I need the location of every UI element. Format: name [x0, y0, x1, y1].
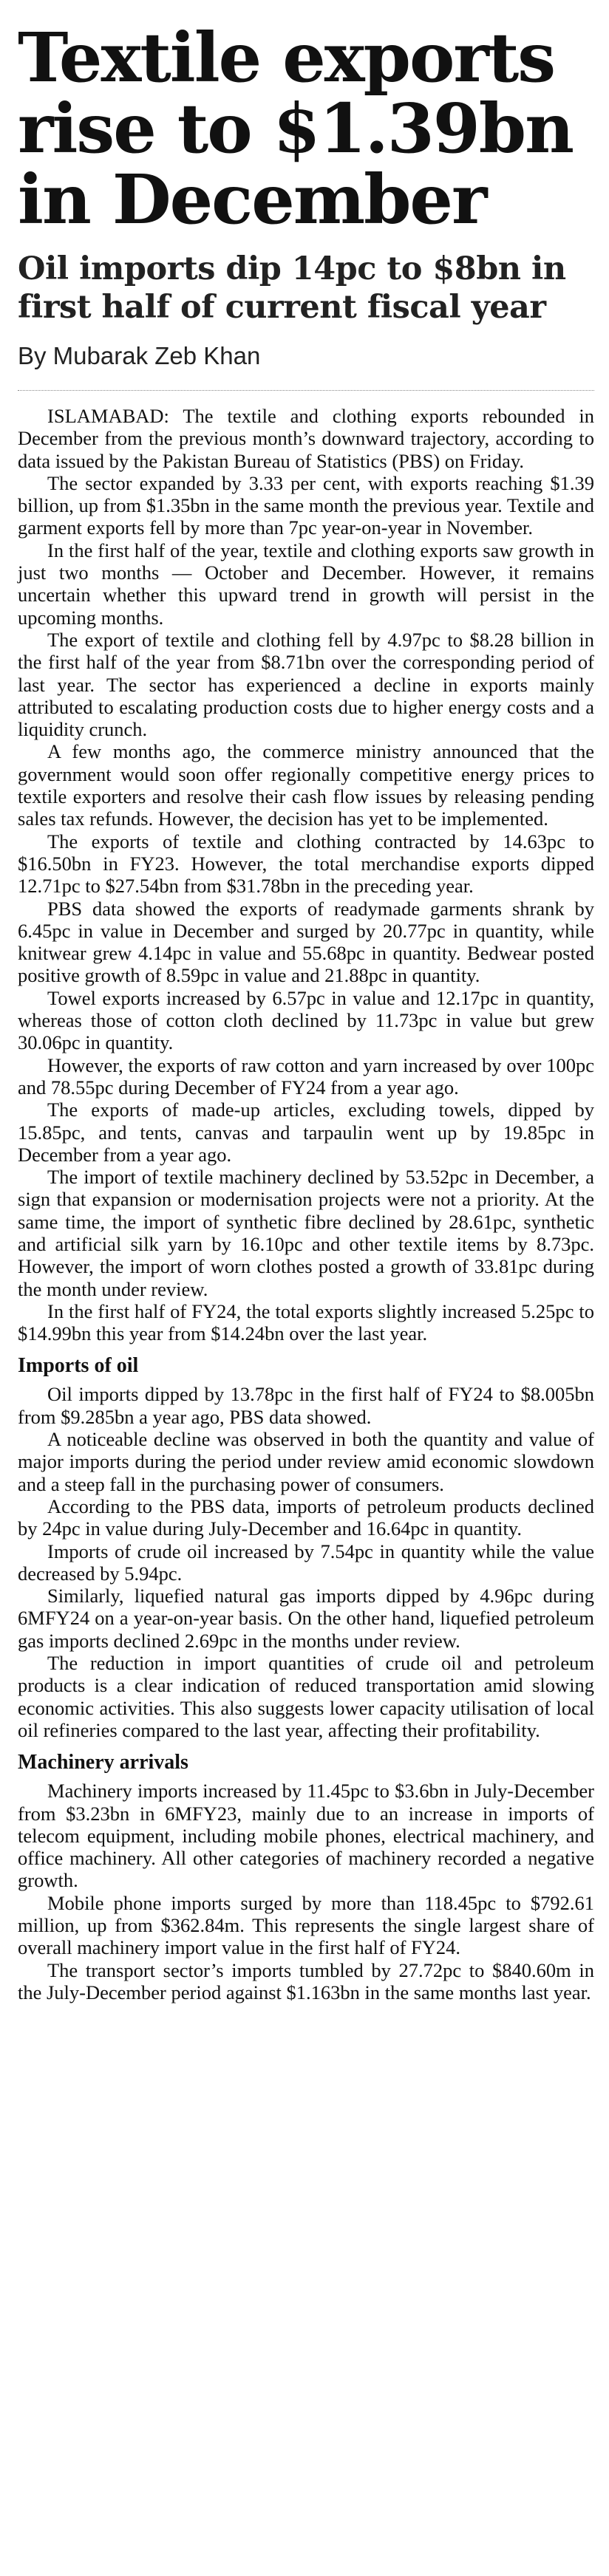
paragraph: The import of textile machinery declined by 53.52pc in December, a sign that expansion or modernisation projects were not a priority. At the same time, the import of synthetic fibre declined by 28.61pc, synthetic and artificial silk yarn by 16.10pc and other textile items by 8.73pc. However, the import of worn clothes posted a growth of 33.81pc during the month under review.	[18, 1166, 594, 1300]
paragraph: Towel exports increased by 6.57pc in value and 12.17pc in quantity, whereas those of cotton cloth declined by 11.73pc in value but grew 30.06pc in quantity.	[18, 986, 594, 1054]
paragraph: In the first half of the year, textile and clothing exports saw growth in just two months — October and December. However, it remains uncertain whether this upward trend in growth will persist in the upcoming months.	[18, 539, 594, 629]
paragraph: The exports of textile and clothing contracted by 14.63pc to $16.50bn in FY23. However, the total merchandise exports dipped 12.71pc to $27.54bn from $31.78bn in the preceding year.	[18, 830, 594, 898]
byline: By Mubarak Zeb Khan	[18, 342, 261, 369]
paragraph: The sector expanded by 3.33 per cent, with exports reaching $1.39 billion, up from $1.35bn in the same month the previous year. Textile and garment exports fell by more than 7pc year-on-year in November.	[18, 471, 595, 539]
paragraph: The transport sector’s imports tumbled by 27.72pc to $840.60m in the July-December period against $1.163bn in the same months last year.	[18, 1958, 594, 2003]
paragraph: According to the PBS data, imports of petroleum products declined by 24pc in value during July-December and 16.64pc in quantity.	[18, 1494, 594, 1540]
paragraph: In the first half of FY24, the total exports slightly increased 5.25pc to $14.99bn this year from $14.24bn over the last year.	[18, 1299, 594, 1345]
paragraph: A noticeable decline was observed in both the quantity and value of major imports during the period under review amid economic slowdown and a steep fall in the purchasing power of consumers.	[18, 1428, 594, 1495]
paragraph: PBS data showed the exports of readymade garments shrank by 6.45pc in value in December and surged by 20.77pc in quantity, while knitwear grew 4.14pc in value and 55.68pc in quantity. Bedwear posted positive growth of 8.59pc in value and 21.88pc in quantity.	[18, 897, 594, 987]
subheadline: Oil imports dip 14pc to $8bn in first half of current fiscal year	[18, 250, 566, 326]
paragraph: A few months ago, the commerce ministry announced that the government would soon offer regionally competitive energy prices to textile exporters and resolve their cash flow issues by releasing pending sales tax refunds. However, the decision has yet to be implemented.	[18, 740, 594, 830]
paragraph: Mobile phone imports surged by more than 118.45pc to $792.61 million, up from $362.84m. This represents the single largest share of overall machinery import value in the first half of FY24.	[18, 1891, 594, 1959]
paragraph: Imports of crude oil increased by 7.54pc in quantity while the value decreased by 5.94pc.	[18, 1540, 594, 1585]
article-body	[18, 405, 594, 2003]
paragraph: However, the exports of raw cotton and yarn increased by over 100pc and 78.55pc during December of FY24 from a year ago.	[18, 1053, 594, 1099]
paragraph: The exports of made-up articles, excluding towels, dipped by 15.85pc, and tents, canvas and tarpaulin went up by 19.85pc in December from a year ago.	[18, 1099, 594, 1166]
section-heading-machinery: Machinery arrivals	[18, 1751, 188, 1774]
paragraph: The export of textile and clothing fell by 4.97pc to $8.28 billion in the first half of the year from $8.71bn over the corresponding period of last year. The sector has experienced a decline in exports mainly attributed to escalating production costs due to higher energy costs and a liquidity crunch.	[18, 628, 594, 741]
divider	[18, 390, 594, 391]
headline: Textile exports rise to $1.39bn in December	[18, 18, 573, 239]
paragraph: ISLAMABAD: The textile and clothing exports rebounded in December from the previous month’s downward trajectory, according to data issued by the Pakistan Bureau of Statistics (PBS) on Friday.	[18, 405, 594, 472]
paragraph: Similarly, liquefied natural gas imports dipped by 4.96pc during 6MFY24 on a year-on-year basis. On the other hand, liquefied petroleum gas imports declined 2.69pc in the months under review.	[18, 1585, 594, 1652]
paragraph: The reduction in import quantities of crude oil and petroleum products is a clear indication of reduced transportation amid slowing economic activities. This also suggests lower capacity utilisation of local oil refineries compared to the last year, affecting their profitability.	[18, 1652, 594, 1741]
paragraph: Oil imports dipped by 13.78pc in the first half of FY24 to $8.005bn from $9.285bn a year ago, PBS data showed.	[18, 1383, 594, 1428]
paragraph: Machinery imports increased by 11.45pc to $3.6bn in July-December from $3.23bn in 6MFY23, mainly due to an increase in imports of telecom equipment, including mobile phones, electrical machinery, and office machinery. All other categories of machinery recorded a negative growth.	[18, 1780, 594, 1892]
section-heading-oil: Imports of oil	[18, 1354, 139, 1378]
